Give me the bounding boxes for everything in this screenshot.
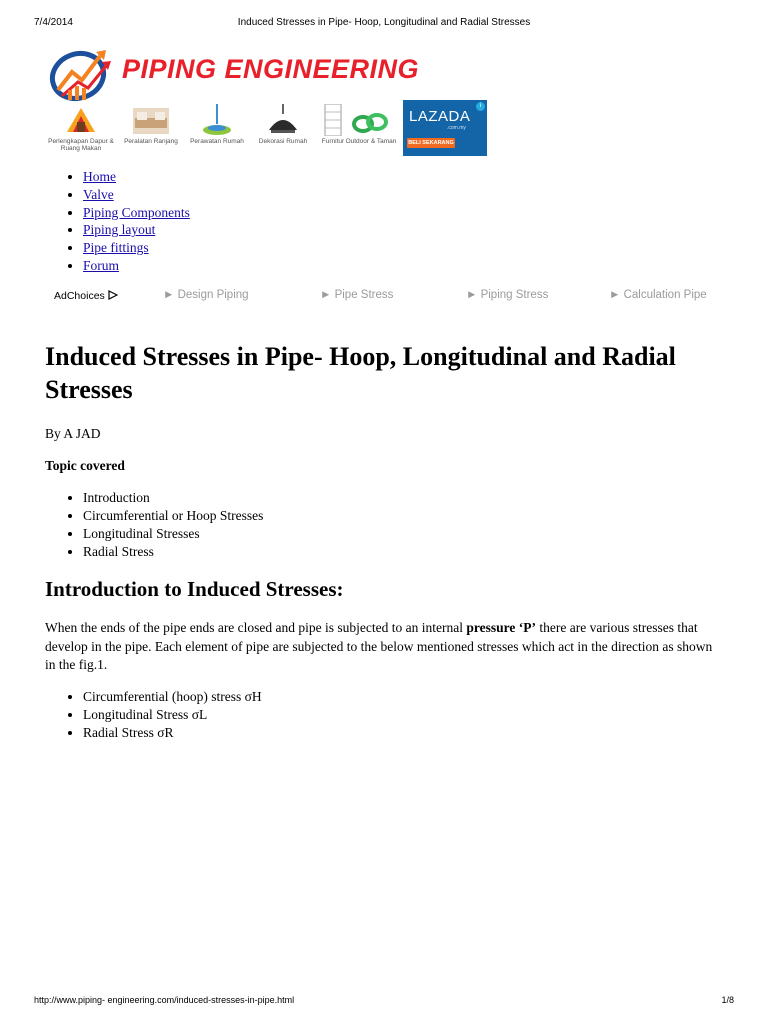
ad-caption: Outdoor & Taman	[345, 138, 397, 145]
nav-item	[83, 168, 190, 186]
list-item: • Radial Stress σR	[83, 724, 262, 742]
nav-link-pipe-fittings[interactable]: Pipe fittings	[83, 240, 149, 256]
info-icon[interactable]: i	[476, 102, 485, 111]
ad-item-outdoor[interactable]	[336, 100, 406, 158]
banner-sub: .com.my	[447, 125, 466, 131]
stress-list	[45, 688, 262, 742]
ad-strip[interactable]	[46, 100, 488, 158]
intro-text: there are various stresses that develop in the pipe. Each element of pipe are subjected to the below mentioned stresses which act in the direction as shown in the fig.1.	[45, 620, 713, 672]
logo-text: PIPING ENGINEERING	[122, 54, 420, 84]
ad-links-row	[0, 288, 768, 304]
main-nav	[45, 168, 190, 275]
nav-item	[83, 239, 190, 257]
list-item: • Radial Stress	[83, 543, 263, 561]
list-item: • Circumferential (hoop) stress σH	[83, 688, 262, 706]
list-item: • Introduction	[83, 489, 263, 507]
article-title: Induced Stresses in Pipe- Hoop, Longitudinal and Radial Stresses	[45, 342, 676, 404]
print-date: 7/4/2014	[34, 17, 73, 28]
adchoices-label: AdChoices	[54, 290, 105, 302]
banner-cta-button[interactable]: BELI SEKARANG	[408, 140, 454, 146]
ad-link-piping-stress[interactable]: ► Piping Stress	[466, 289, 549, 301]
ad-link-design-piping[interactable]: ► Design Piping	[163, 289, 249, 301]
nav-item	[83, 221, 190, 239]
ad-item-home-care[interactable]	[182, 100, 252, 158]
logo-swoosh-icon	[48, 46, 118, 102]
ad-link-pipe-stress[interactable]: ► Pipe Stress	[320, 289, 394, 301]
list-item: • Longitudinal Stresses	[83, 525, 263, 543]
intro-bold-term: pressure ‘P’	[466, 620, 536, 635]
print-header-title: Induced Stresses in Pipe- Hoop, Longitudinal and Radial Stresses	[237, 17, 531, 28]
ad-item-kitchen[interactable]	[46, 100, 116, 158]
hose-icon	[351, 104, 391, 136]
nav-item	[83, 257, 190, 275]
nav-item	[83, 186, 190, 204]
kitchen-icon	[63, 104, 99, 136]
nav-link-piping-layout[interactable]: Piping layout	[83, 222, 156, 238]
nav-link-forum[interactable]: Forum	[83, 257, 120, 273]
byline: By A JAD	[45, 426, 101, 441]
adchoices-icon	[108, 290, 118, 300]
banner-brand: LAZADA	[409, 108, 471, 125]
intro-paragraph	[45, 619, 720, 675]
print-page-number: 1/8	[721, 995, 734, 1005]
ad-caption: Peralatan Ranjang	[124, 138, 178, 145]
ad-caption: Perawatan Rumah	[190, 138, 244, 145]
list-item: • Circumferential or Hoop Stresses	[83, 507, 263, 525]
lazada-banner[interactable]	[403, 100, 487, 156]
nav-link-home[interactable]: Home	[83, 169, 116, 184]
ad-item-bedding[interactable]	[116, 100, 186, 158]
nav-link-piping-components[interactable]: Piping Components	[83, 204, 190, 220]
list-item: • Longitudinal Stress σL	[83, 706, 262, 724]
sofa-icon	[131, 104, 171, 136]
section-heading-intro: Introduction to Induced Stresses:	[45, 577, 344, 601]
nav-item	[83, 204, 190, 222]
site-logo[interactable]	[48, 46, 468, 102]
adchoices-link[interactable]	[54, 290, 118, 302]
nav-link-valve[interactable]: Valve	[83, 186, 114, 202]
topics-list	[45, 489, 263, 561]
chandelier-icon	[265, 104, 301, 136]
ad-caption: Perlengkapan Dapur & Ruang Makan	[48, 138, 114, 152]
mop-icon	[199, 104, 235, 136]
ad-link-calculation-pipe[interactable]: ► Calculation Pipe	[609, 289, 707, 301]
intro-text: When the ends of the pipe ends are closed and pipe is subjected to an internal	[45, 620, 467, 635]
ad-caption: Dekorasi Rumah	[258, 138, 308, 145]
ad-caption: Furnitur	[321, 138, 345, 145]
topic-heading: Topic covered	[45, 458, 125, 473]
print-footer-url: http://www.piping- engineering.com/induced-stresses-in-pipe.html	[34, 995, 295, 1005]
